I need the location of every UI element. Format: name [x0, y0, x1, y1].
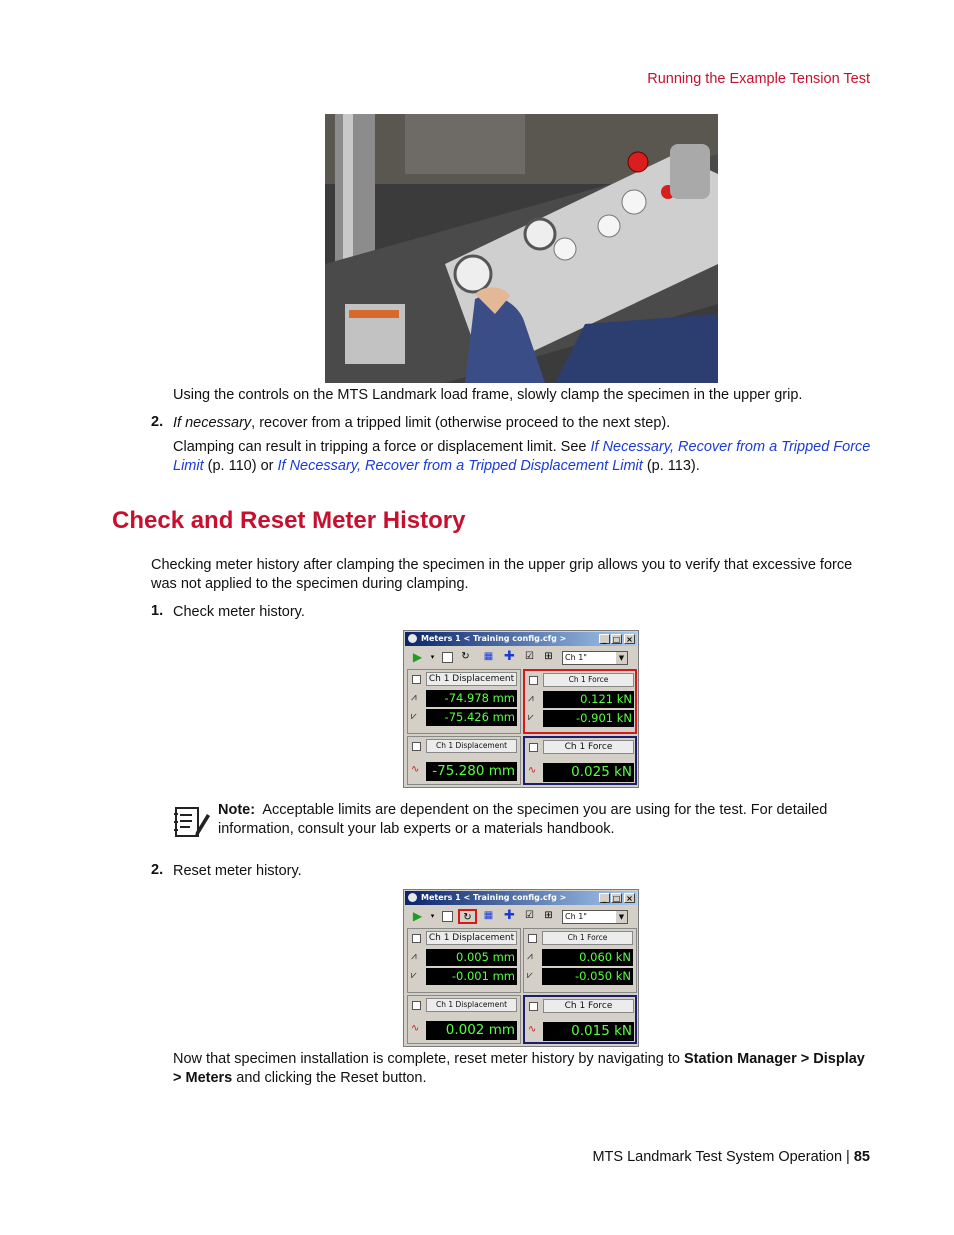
meter-checkbox[interactable]	[412, 675, 421, 684]
close-icon[interactable]: ×	[624, 893, 635, 903]
running-header: Running the Example Tension Test	[647, 71, 870, 87]
meter-readout-max: 0.060 kN	[542, 949, 633, 966]
meter-channel-label[interactable]: Ch 1 Displacement	[426, 998, 517, 1012]
step-text: Check meter history.	[173, 604, 305, 620]
meter-channel-label[interactable]: Ch 1 Force	[543, 673, 634, 687]
grid-icon[interactable]: ▦	[483, 910, 494, 921]
force-meter	[523, 669, 637, 734]
maximize-icon[interactable]: □	[612, 635, 621, 644]
force-timed-meter	[523, 995, 637, 1044]
meter-readout-min: -75.426 mm	[426, 709, 517, 726]
reset-icon[interactable]: ↻	[458, 909, 477, 924]
checkbox[interactable]	[442, 652, 453, 663]
window-title: Meters 1 < Training config.cfg >	[421, 634, 567, 643]
displacement-timed-meter	[407, 736, 521, 785]
meter-readout-min: -0.901 kN	[543, 710, 634, 727]
note-body: Acceptable limits are dependent on the specimen you are using for the test. For detailed information, consult your lab experts or a materials handbook.	[218, 802, 828, 837]
meter-readout-current: 0.025 kN	[543, 763, 634, 782]
valley-icon: ⩗	[411, 970, 417, 981]
force-limit-link[interactable]: If Necessary, Recover from a Tripped Force Limit	[173, 439, 871, 474]
step-text	[173, 414, 873, 433]
note-label: Note:	[218, 802, 256, 818]
window-titlebar	[405, 632, 637, 646]
peak-icon: ⩘	[528, 693, 534, 704]
step-detail-text: (p. 113).	[642, 458, 700, 474]
play-icon[interactable]: ▶	[412, 650, 423, 664]
signal-icon: ∿	[528, 1024, 537, 1035]
minimize-icon[interactable]: _	[599, 634, 610, 644]
step-text: Reset meter history.	[173, 863, 302, 879]
meter-checkbox[interactable]	[412, 934, 421, 943]
minimize-icon[interactable]: _	[599, 893, 610, 903]
footer-doc-title: MTS Landmark Test System Operation |	[592, 1149, 850, 1165]
note-icon	[172, 804, 210, 840]
channel-select[interactable]	[562, 651, 628, 665]
meter-readout-max: 0.121 kN	[543, 691, 634, 708]
channel-select[interactable]	[562, 910, 628, 924]
close-icon[interactable]: ×	[624, 634, 635, 644]
displacement-timed-meter	[407, 995, 521, 1044]
meter-readout-current: 0.002 mm	[426, 1021, 517, 1040]
meter-checkbox[interactable]	[529, 743, 538, 752]
add-icon[interactable]: ✚	[504, 908, 515, 923]
step-detail-text: (p. 110) or	[203, 458, 278, 474]
meter-readout-max: 0.005 mm	[426, 949, 517, 966]
meter-checkbox[interactable]	[412, 742, 421, 751]
section-heading: Check and Reset Meter History	[112, 507, 466, 534]
step-detail-text: Clamping can result in tripping a force or displacement limit. See	[173, 439, 591, 455]
maximize-icon[interactable]: □	[612, 894, 621, 903]
channel-select-value: Ch 1"	[565, 912, 587, 921]
meter-readout-min: -0.001 mm	[426, 968, 517, 985]
chevron-down-icon: ▼	[616, 652, 627, 664]
displacement-limit-link[interactable]: If Necessary, Recover from a Tripped Displacement Limit	[277, 458, 643, 474]
check-icon[interactable]: ☑	[525, 910, 534, 921]
load-frame-photo	[325, 114, 718, 383]
meter-channel-label[interactable]: Ch 1 Force	[542, 931, 633, 945]
step-number: 2.	[151, 414, 164, 430]
play-icon[interactable]: ▶	[412, 909, 423, 923]
page-footer	[592, 1149, 870, 1165]
valley-icon: ⩗	[411, 711, 417, 722]
force-timed-meter	[523, 736, 637, 785]
signal-icon: ∿	[411, 1023, 420, 1034]
note-text	[218, 801, 873, 839]
closing-text: and clicking the Reset button.	[232, 1070, 427, 1086]
meter-channel-label[interactable]: Ch 1 Displacement	[426, 739, 517, 753]
dropdown-icon[interactable]: ▾	[430, 653, 435, 661]
force-meter	[523, 928, 637, 993]
meter-checkbox[interactable]	[528, 934, 537, 943]
displacement-meter	[407, 928, 521, 993]
meter-channel-label[interactable]: Ch 1 Displacement	[426, 672, 517, 686]
meter-checkbox[interactable]	[529, 676, 538, 685]
dropdown-icon[interactable]: ▾	[430, 912, 435, 920]
step-number: 1.	[151, 603, 164, 619]
step-number: 2.	[151, 862, 164, 878]
meters-toolbar	[406, 907, 636, 927]
valley-icon: ⩗	[528, 712, 534, 723]
step-detail	[173, 438, 873, 476]
grid-icon[interactable]: ▦	[483, 651, 494, 662]
meter-channel-label[interactable]: Ch 1 Force	[543, 999, 634, 1013]
meter-channel-label[interactable]: Ch 1 Displacement	[426, 931, 517, 945]
page-number: 85	[853, 1149, 870, 1165]
app-icon	[408, 634, 417, 643]
closing-text: Now that specimen installation is complete, reset meter history by navigating to	[173, 1051, 684, 1067]
channel-select-value: Ch 1"	[565, 653, 587, 662]
navigation-path: Station Manager > Display > Meters	[173, 1051, 865, 1086]
checkbox[interactable]	[442, 911, 453, 922]
reset-icon[interactable]: ↻	[461, 651, 470, 662]
app-icon	[408, 893, 417, 902]
displacement-meter	[407, 669, 521, 734]
settings-icon[interactable]: ⊞	[544, 910, 553, 921]
load-frame-photo-illustration	[325, 114, 718, 383]
valley-icon: ⩗	[527, 970, 533, 981]
step-text-rest: , recover from a tripped limit (otherwise proceed to the next step).	[251, 415, 671, 431]
photo-caption: Using the controls on the MTS Landmark load frame, slowly clamp the specimen in the upper grip.	[173, 387, 803, 403]
step-text-italic: If necessary	[173, 415, 252, 431]
signal-icon: ∿	[411, 764, 420, 775]
meter-checkbox[interactable]	[529, 1002, 538, 1011]
meter-channel-label[interactable]: Ch 1 Force	[543, 740, 634, 754]
meters-toolbar	[406, 648, 636, 668]
chevron-down-icon: ▼	[616, 911, 627, 923]
meter-readout-max: -74.978 mm	[426, 690, 517, 707]
meter-readout-current: 0.015 kN	[543, 1022, 634, 1041]
peak-icon: ⩘	[411, 692, 417, 703]
add-icon[interactable]: ✚	[504, 649, 515, 664]
settings-icon[interactable]: ⊞	[544, 651, 553, 662]
window-title: Meters 1 < Training config.cfg >	[421, 893, 567, 902]
meter-readout-current: -75.280 mm	[426, 762, 517, 781]
closing-paragraph	[173, 1050, 873, 1088]
meters-window-after-reset	[403, 889, 639, 1047]
meters-window-before	[403, 630, 639, 788]
peak-icon: ⩘	[411, 951, 417, 962]
meter-readout-min: -0.050 kN	[542, 968, 633, 985]
signal-icon: ∿	[528, 765, 537, 776]
check-icon[interactable]: ☑	[525, 651, 534, 662]
peak-icon: ⩘	[527, 951, 533, 962]
meter-checkbox[interactable]	[412, 1001, 421, 1010]
window-titlebar	[405, 891, 637, 905]
section-paragraph: Checking meter history after clamping the specimen in the upper grip allows you to verify that excessive force was not applied to the specimen during clamping.	[151, 557, 853, 592]
